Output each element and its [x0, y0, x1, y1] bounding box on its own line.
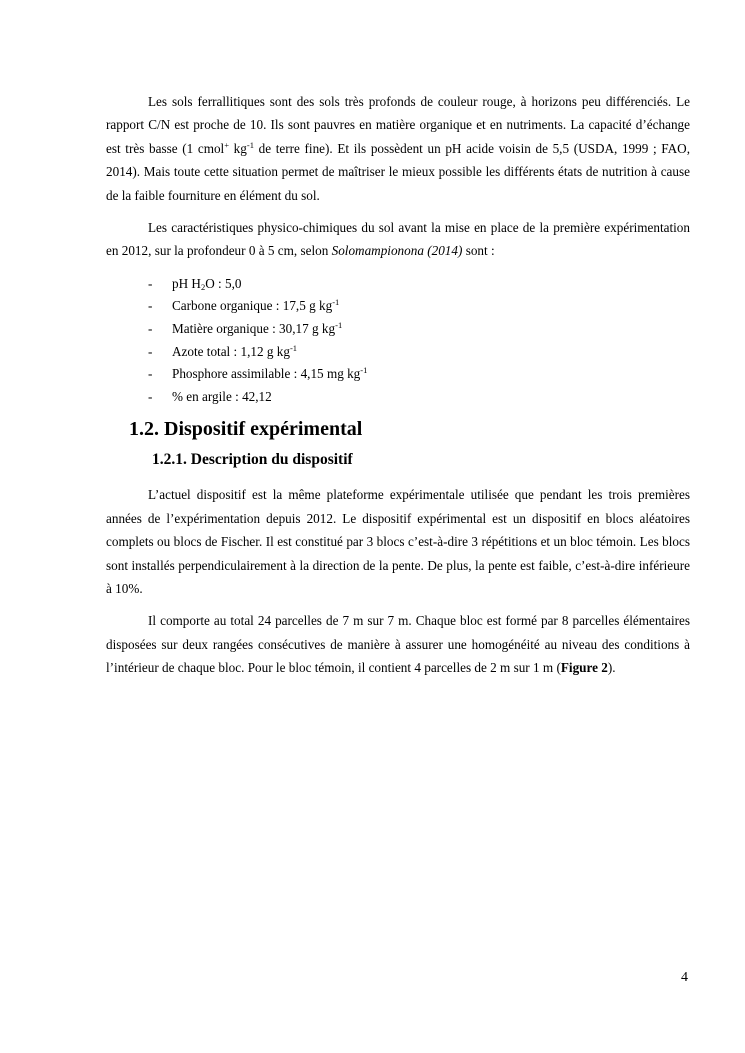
paragraph-soil-description: Les sols ferrallitiques sont des sols très profonds de couleur rouge, à horizons peu différenciés. Le rapport C/N est proche de 10. Ils sont pauvres en matière organique et en nutriments. La capacité d’échange est très basse (1 cmol+ $kg^{-1}$ de terre fine). Et ils possèdent un pH acide voisin de 5,5 (USDA, 1999 ; FAO, 2014). Mais toute cette situation permet de maîtriser le mieux possible les différents états de nutrition à cause de la faible fourniture en élément du sol.	[106, 94, 690, 203]
list-item: - pH $H_2O$ : 5,0	[148, 275, 242, 292]
section-heading: 1.2. Dispositif expérimental	[129, 418, 363, 441]
list-item: - Carbone organique : 17,5 g $kg^{-1}$	[148, 297, 340, 314]
list-item: - Phosphore assimilable : 4,15 mg $kg^{-1}$	[148, 365, 368, 382]
list-item: - Azote total : 1,12 g $kg^{-1}$	[148, 342, 298, 359]
page-content	[106, 90, 690, 680]
figure-reference: Figure 2	[560, 660, 608, 676]
list-item: - % en argile : 42,12	[148, 388, 272, 404]
page-number: 4	[681, 970, 688, 985]
soil-properties-list	[106, 273, 690, 409]
list-item: - Matière organique : 30,17 g $kg^{-1}$	[148, 320, 343, 337]
citation: Solomampionona (2014)	[331, 243, 463, 259]
subsection-heading: 1.2.1. Description du dispositif	[152, 451, 353, 469]
paragraph-plots: Il comporte au total 24 parcelles de 7 m sur 7 m. Chaque bloc est formé par 8 parcelles élémentaires disposées sur deux rangées consécutives de manière à assurer une homogénéité au niveau des conditions à l’intérieur de chaque bloc. Pour le bloc témoin, il contient 4 parcelles de 2 m sur 1 m (Figure 2).	[106, 613, 690, 676]
paragraph-soil-characteristics: Les caractéristiques physico-chimiques du sol avant la mise en place de la première expérimentation en 2012, sur la profondeur 0 à 5 cm, selon Solomampionona (2014) sont :	[106, 220, 690, 259]
paragraph-current-setup: L’actuel dispositif est la même plateforme expérimentale utilisée que pendant les trois premières années de l’expérimentation depuis 2012. Le dispositif expérimental est un dispositif en blocs aléatoires complets ou blocs de Fischer. Il est constitué par 3 blocs c’est-à-dire 3 répétitions et un bloc témoin. Les blocs sont installés perpendiculairement à la direction de la pente. De plus, la pente est faible, c’est-à-dire inférieure à 10%.	[106, 487, 690, 597]
